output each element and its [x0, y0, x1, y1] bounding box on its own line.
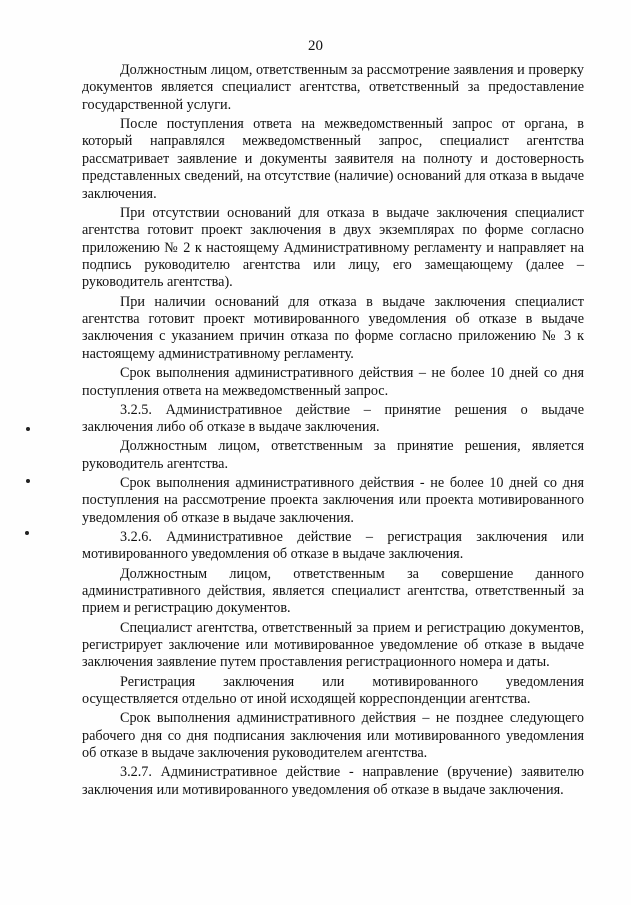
- paragraph: 3.2.6. Административное действие – регистрация заключения или мотивированного уведомления об отказе в выдаче заключения.: [82, 528, 584, 563]
- paragraph: При отсутствии оснований для отказа в выдаче заключения специалист агентства готовит проект заключения в двух экземплярах по форме согласно приложению № 2 к настоящему Административному регламенту и направляет на подпись руководителю агентства или лицу, его замещающему (далее – руководитель агентства).: [82, 204, 584, 291]
- paragraph: 3.2.5. Административное действие – принятие решения о выдаче заключения либо об отказе в выдаче заключения.: [82, 401, 584, 436]
- paragraph: Должностным лицом, ответственным за принятие решения, является руководитель агентства.: [82, 438, 584, 472]
- document-body: [82, 62, 584, 801]
- margin-mark: [26, 427, 30, 431]
- margin-mark: [26, 479, 30, 483]
- paragraph: После поступления ответа на межведомственный запрос от органа, в который направлялся межведомственный запрос, специалист агентства рассматривает заявление и документы заявителя на полноту и достоверность представленных сведений, на отсутствие (наличие) оснований для отказа в выдаче заключения.: [82, 116, 584, 202]
- paragraph: Срок выполнения административного действия – не более 10 дней со дня поступления ответа на межведомственный запрос.: [82, 365, 584, 399]
- paragraph: Специалист агентства, ответственный за прием и регистрацию документов, регистрирует заключение или мотивированное уведомление об отказе в выдаче заключения заявление путем проставления регистрационного номера и даты.: [82, 619, 584, 671]
- margin-mark: [25, 531, 29, 535]
- paragraph: Должностным лицом, ответственным за рассмотрение заявления и проверку документов является специалист агентства, ответственный за предоставление государственной услуги.: [82, 62, 584, 113]
- paragraph: При наличии оснований для отказа в выдаче заключения специалист агентства готовит проект мотивированного уведомления об отказе в выдаче заключения с указанием причин отказа по форме согласно приложению № 3 к настоящему административному регламенту.: [82, 293, 584, 362]
- paragraph: Срок выполнения административного действия - не более 10 дней со дня поступления на рассмотрение проекта заключения или проекта мотивированного уведомления об отказе в выдаче заключения.: [82, 474, 584, 526]
- paragraph: Регистрация заключения или мотивированного уведомления осуществляется отдельно от иной исходящей корреспонденции агентства.: [82, 673, 584, 707]
- paragraph: Срок выполнения административного действия – не позднее следующего рабочего дня со дня подписания заключения или мотивированного уведомления об отказе в выдаче заключения руководителем агентства.: [82, 710, 584, 761]
- paragraph: 3.2.7. Административное действие - направление (вручение) заявителю заключения или мотивированного уведомления об отказе в выдаче заключения.: [82, 764, 584, 798]
- page-number: 20: [308, 38, 323, 54]
- paragraph: Должностным лицом, ответственным за совершение данного административного действия, является специалист агентства, ответственный за прием и регистрацию документов.: [82, 565, 584, 617]
